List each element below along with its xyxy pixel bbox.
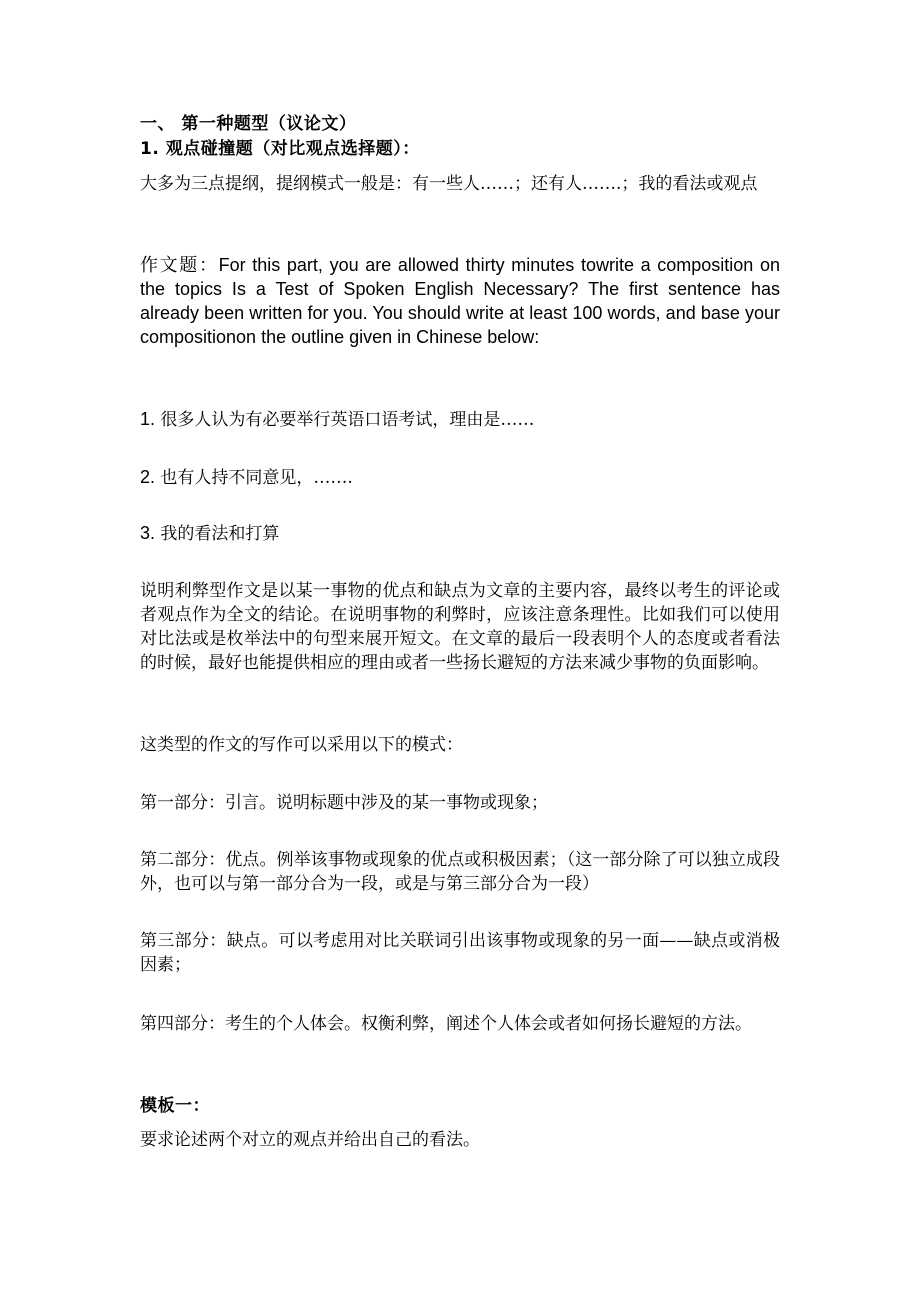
prompt-paragraph: 作文题：For this part, you are allowed thirty minutes towrite a composition on the topics Is a Test of Spoken English Necessary? The first sentence has already been written for you. You should write at least 100 words, and base your compositionon the outline given in Chinese below: bbox=[140, 255, 780, 347]
part-two: 第二部分：优点。例举该事物或现象的优点或积极因素；（这一部分除了可以独立成段外，也可以与第一部分合为一段，或是与第三部分合为一段） bbox=[140, 850, 780, 894]
outline-item-number: 2. bbox=[140, 467, 156, 487]
outline-item bbox=[140, 407, 780, 432]
intro-paragraph: 大多为三点提纲，提纲模式一般是：有一些人……；还有人…….；我的看法或观点 bbox=[140, 174, 758, 194]
section-heading: 一、 第一种题型（议论文） bbox=[140, 114, 357, 134]
outline-item bbox=[140, 521, 780, 546]
part-three: 第三部分：缺点。可以考虑用对比关联词引出该事物或现象的另一面——缺点或消极因素； bbox=[140, 931, 780, 975]
template-text: 要求论述两个对立的观点并给出自己的看法。 bbox=[140, 1130, 480, 1150]
part-one: 第一部分：引言。说明标题中涉及的某一事物或现象； bbox=[140, 793, 548, 813]
explanation-paragraph: 说明利弊型作文是以某一事物的优点和缺点为文章的主要内容，最终以考生的评论或者观点作为全文的结论。在说明事物的利弊时，应该注意条理性。比如我们可以使用对比法或是枚举法中的句型来展开短文。在文章的最后一段表明个人的态度或者看法的时候，最好也能提供相应的理由或者一些扬长避短的方法来减少事物的负面影响。 bbox=[140, 581, 780, 673]
pattern-intro: 这类型的作文的写作可以采用以下的模式： bbox=[140, 735, 463, 755]
outline-item-number: 1. bbox=[140, 409, 156, 429]
outline-item bbox=[140, 465, 780, 490]
template-heading: 模板一： bbox=[140, 1096, 210, 1116]
outline-item-text: 我的看法和打算 bbox=[160, 524, 280, 544]
subsection-heading: 1. 观点碰撞题（对比观点选择题）： bbox=[140, 139, 420, 159]
outline-item-number: 3. bbox=[140, 523, 156, 543]
outline-item-text: 也有人持不同意见，……. bbox=[160, 468, 353, 488]
part-four: 第四部分：考生的个人体会。权衡利弊，阐述个人体会或者如何扬长避短的方法。 bbox=[140, 1014, 752, 1034]
outline-item-text: 很多人认为有必要举行英语口语考试，理由是…… bbox=[160, 410, 535, 430]
